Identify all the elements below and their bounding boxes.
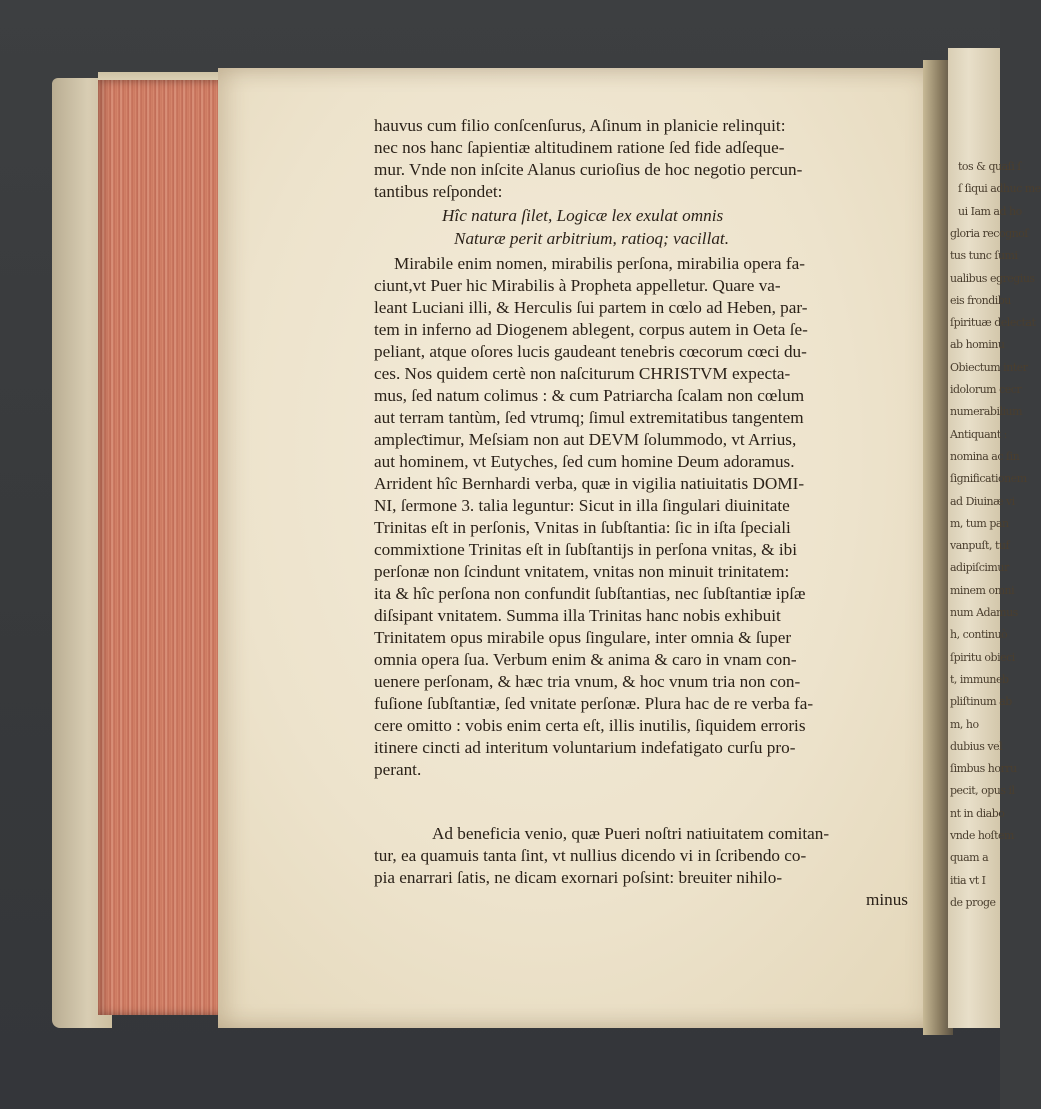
text-line: tantibus reſpondet:: [374, 182, 503, 201]
facing-page-fragment: pecit, opus il: [950, 784, 1015, 798]
catchword: minus: [865, 890, 908, 909]
text-line: hauvus cum filio conſcenſurus, Aſinum in planicie relinquit:: [374, 116, 786, 135]
facing-page-fragment: tos & quaſi ſ: [958, 160, 1021, 173]
facing-page-fragment: nomina ac ſin: [950, 449, 1020, 463]
facing-page-fragment: de proge: [950, 895, 996, 909]
text-line: Trinitas eſt in perſonis, Vnitas in ſubſtantia: ſic in iſta ſpeciali: [374, 518, 791, 537]
text-line: aut hominem, vt Eutyches, ſed cum homine Deum adoramus.: [374, 452, 795, 471]
facing-page-fragment: itia vt I: [950, 873, 986, 887]
facing-page-fragment: nt in diabo: [950, 806, 1005, 820]
facing-page-fragment: ſ ſiqui adhuc me: [958, 182, 1041, 196]
facing-page-fragment: eis frondibu: [950, 293, 1011, 307]
facing-page-fragment: Antiquant :: [950, 427, 1007, 441]
text-line: NI, ſermone 3. talia leguntur: Sicut in illa ſingulari diuinitate: [374, 496, 790, 515]
text-line: ita & hîc perſona non confundit ſubſtantias, nec ſubſtantiæ ipſæ: [374, 584, 806, 603]
text-line: ampleƈtimur, Meſsiam non aut DEVM ſolummodo, vt Arrius,: [374, 430, 797, 449]
text-line: peliant, atque oſores lucis gaudeant tenebris cœcorum cœci du-: [374, 342, 807, 361]
text-line: aut terram tantùm, ſed vtrumq; ſimul extremitatibus tangentem: [374, 408, 804, 427]
facing-page-fragment: ui Iam ad ho: [958, 204, 1022, 218]
facing-page-fragment: m, ho: [950, 717, 979, 731]
verse-line: Hîc natura ſilet, Logicæ lex exulat omnis: [442, 206, 724, 225]
text-line: pia enarrari ſatis, ne dicam exornari poſsint: breuiter nihilo-: [374, 868, 783, 887]
facing-page-strip: [948, 48, 1041, 1028]
facing-page-fragment: minem omni: [950, 583, 1015, 597]
text-line: nec nos hanc ſapientiæ altitudinem ratione ſed fide adſeque-: [374, 138, 785, 157]
facing-page-fragment: m, tum pan: [950, 516, 1009, 530]
facing-page-fragment: pliſtinum ab: [950, 695, 1012, 709]
text-line: Trinitatem opus mirabile opus ſingulare, inter omnia & ſuper: [374, 628, 792, 647]
text-line: diſsipant vnitatem. Summa illa Trinitas hanc nobis exhibuit: [374, 606, 781, 625]
text-line: cere omitto : vobis enim certa eſt, illis inutilis, ſiquidem erroris: [374, 716, 806, 735]
facing-page-fragment: t, immuneb: [950, 672, 1009, 686]
facing-page-fragment: gloria recognoſ: [950, 226, 1028, 240]
facing-page-fragment: quam a: [950, 851, 989, 865]
facing-page-fragment: ab hominu: [950, 338, 1005, 352]
facing-page-fragment: ſpirituæ delectat: [950, 316, 1036, 330]
facing-page-fragment: vanpuſt, tuf: [950, 539, 1010, 553]
text-line: Arrident hîc Bernhardi verba, quæ in vigilia natiuitatis DOMI-: [374, 474, 805, 493]
text-line: tur, ea quamuis tanta ſint, vt nullius dicendo vi in ſcribendo co-: [374, 846, 807, 865]
text-line: itinere cincti ad interitum voluntarium indefatigato curſu pro-: [374, 738, 796, 757]
facing-page-fragment: dubius vel: [950, 739, 1003, 753]
text-line: mur. Vnde non inſcite Alanus curioſius de hoc negotio percun-: [374, 160, 803, 179]
text-line: uenere perſonam, & hæc tria vnum, & hoc vnum tria non con-: [374, 672, 801, 691]
facing-page-fragment: vnde hoſtem: [950, 829, 1014, 842]
text-line: Mirabile enim nomen, mirabilis perſona, mirabilia opera fa-: [394, 254, 805, 273]
facing-page-fragment: Obiectum inter: [950, 360, 1028, 374]
text-line: perſonæ non ſcindunt vnitatem, vnitas non minuit trinitatem:: [374, 562, 790, 581]
facing-page-fragment: ſignificationem: [950, 472, 1027, 486]
text-line: omnia opera ſua. Verbum enim & anima & caro in vnam con-: [374, 650, 797, 669]
facing-page-fragment: ualibus egregius: [950, 271, 1035, 285]
text-line: ces. Nos quidem certè non naſciturum CHRISTVM expecta-: [374, 364, 791, 383]
text-line: mus, ſed natum colimus : & cum Patriarcha ſcalam non cœlum: [374, 386, 805, 405]
text-line: fuſione ſubſtantiæ, ſed vnitate perſonæ. Plura hac de re verba fa-: [374, 694, 814, 713]
facing-page-fragment: ad Diuinæ vi: [950, 494, 1015, 508]
facing-page-fragment: ſpiritu obieci: [950, 650, 1015, 664]
verse-line: Naturæ perit arbitrium, ratioq; vacillat.: [454, 229, 730, 248]
text-line: Ad beneficia venio, quæ Pueri noſtri natiuitatem comitan-: [432, 824, 830, 843]
facing-page-fragment: h, continuò: [950, 628, 1008, 642]
facing-page-fragment: num Adamus: [950, 606, 1018, 619]
facing-page-fragment: idolorum cecr: [950, 383, 1022, 396]
facing-page-fragment: tus tunc ſumi: [950, 249, 1018, 263]
facing-page-fragment: adipiſcimur: [950, 561, 1009, 575]
text-line: tem in inferno ad Diogenem ablegent, corpus autem in Oeta ſe-: [374, 320, 808, 339]
text-line: ciunt,vt Puer hic Mirabilis à Propheta appelletur. Quare va-: [374, 276, 781, 295]
text-line: leant Luciani illi, & Herculis ſui partem in cœlo ad Heben, par-: [374, 298, 808, 317]
text-line: commixtione Trinitas eſt in ſubſtantijs in perſona vnitas, & ibi: [374, 540, 797, 559]
facing-page-fragment: numerabilium: [950, 405, 1023, 419]
text-line: perant.: [374, 760, 422, 779]
facing-page-fragment: ſimbus horru: [950, 762, 1017, 776]
